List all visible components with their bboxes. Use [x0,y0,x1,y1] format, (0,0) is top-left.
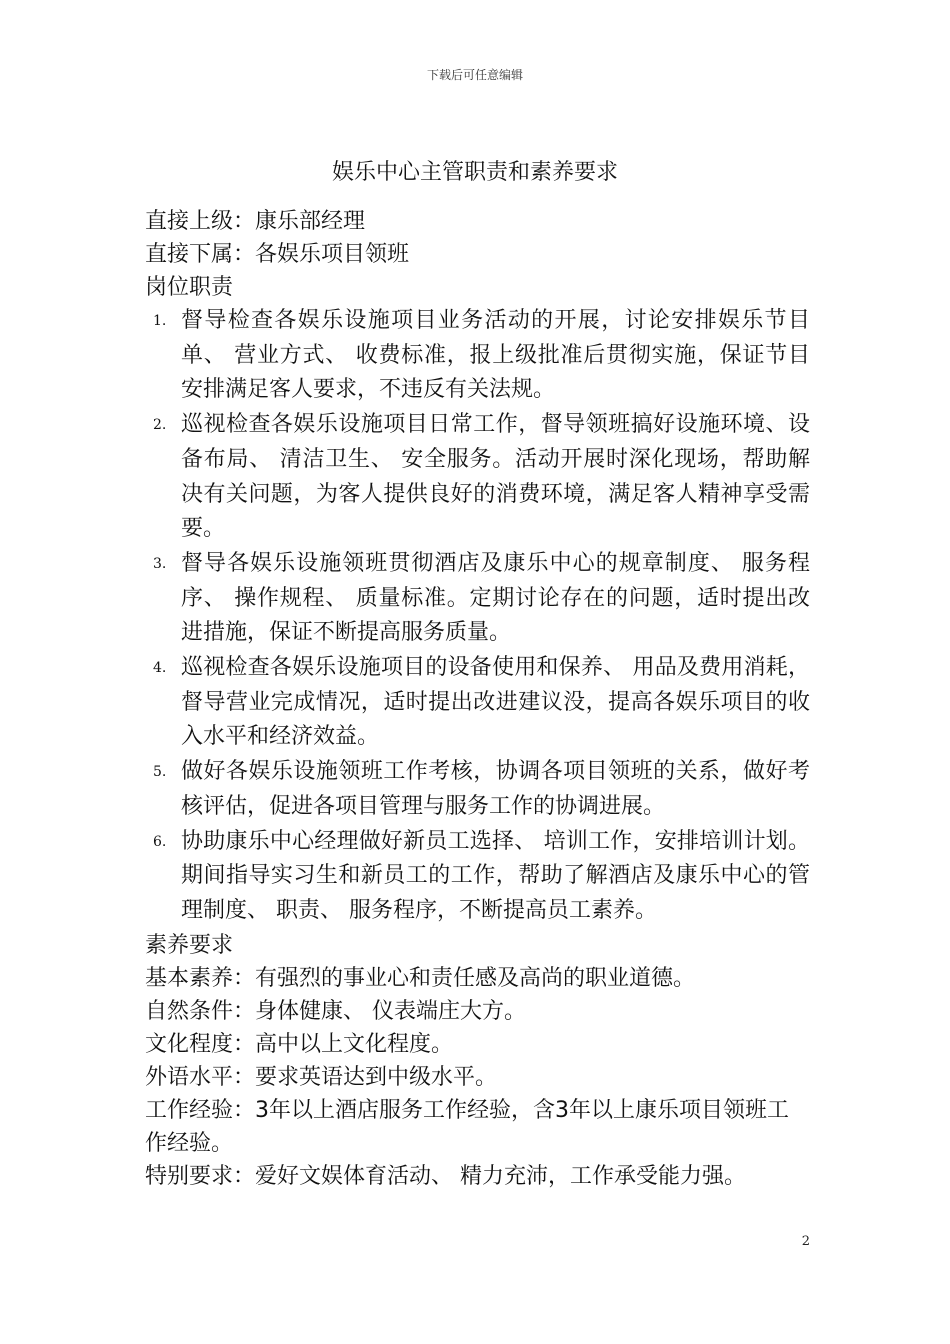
duty-item [145,408,810,547]
direct-subordinate: 直接下属：各娱乐项目领班 [145,242,410,267]
duty-text: 巡视检查各娱乐设施项目的设备使用和保养、 用品及费用消耗，督导营业完成情况，适时提出改进建议没，提高各娱乐项目的收入水平和经济效益。 [181,655,810,750]
page-number: 2 [801,1234,810,1249]
document-title: 娱乐中心主管职责和素养要求 [331,160,618,185]
duty-item [145,755,810,824]
requirement-physical: 自然条件：身体健康、 仪表端庄大方。 [145,998,526,1024]
duty-number: 1. [153,313,167,329]
duties-heading: 岗位职责 [145,275,234,300]
duty-number: 6. [153,833,167,850]
duty-text: 协助康乐中心经理做好新员工选择、 培训工作，安排培训计划。期间指导实习生和新员工的工作，帮助了解酒店及康乐中心的管理制度、 职责、 服务程序，不断提高员工素养。 [181,828,810,923]
duty-text: 巡视检查各娱乐设施项目日常工作，督导领班搞好设施环境、设备布局、 清洁卫生、 安全服务。活动开展时深化现场，帮助解决有关问题，为客人提供良好的消费环境，满足客人精神享受需要。 [181,412,810,542]
direct-superior: 直接上级：康乐部经理 [145,209,366,234]
duty-text: 督导各娱乐设施领班贯彻酒店及康乐中心的规章制度、 服务程序、 操作规程、 质量标准。定期讨论存在的问题，适时提出改进措施，保证不断提高服务质量。 [181,550,810,646]
duty-number: 4. [153,660,167,677]
duty-item [145,547,810,651]
duty-number: 2. [153,417,167,434]
header-note: 下载后可任意编辑 [426,68,523,82]
duty-number: 5. [153,764,167,781]
duty-text: 督导检查各娱乐设施项目业务活动的开展，讨论安排娱乐节目单、 营业方式、 收费标准，报上级批准后贯彻实施，保证节目安排满足客人要求，不违反有关法规。 [181,308,810,403]
requirements-heading: 素养要求 [145,932,234,958]
requirement-basic: 基本素养：有强烈的事业心和责任感及高尚的职业道德。 [145,965,696,991]
requirement-special: 特别要求：爱好文娱体育活动、 精力充沛，工作承受能力强。 [145,1163,746,1189]
requirement-experience: 工作经验：3年以上酒店服务工作经验，含3年以上康乐项目领班工作经验。 [145,1097,789,1156]
duty-text: 做好各娱乐设施领班工作考核，协调各项目领班的关系，做好考核评估，促进各项目管理与服务工作的协调进展。 [181,759,810,819]
document-body [145,205,810,1193]
requirement-education: 文化程度：高中以上文化程度。 [145,1031,454,1057]
duty-item [145,304,810,408]
duty-number: 3. [153,555,167,572]
duty-item [145,651,810,755]
requirement-language: 外语水平：要求英语达到中级水平。 [145,1064,498,1090]
duty-item [145,825,810,929]
duties-list [145,304,810,929]
